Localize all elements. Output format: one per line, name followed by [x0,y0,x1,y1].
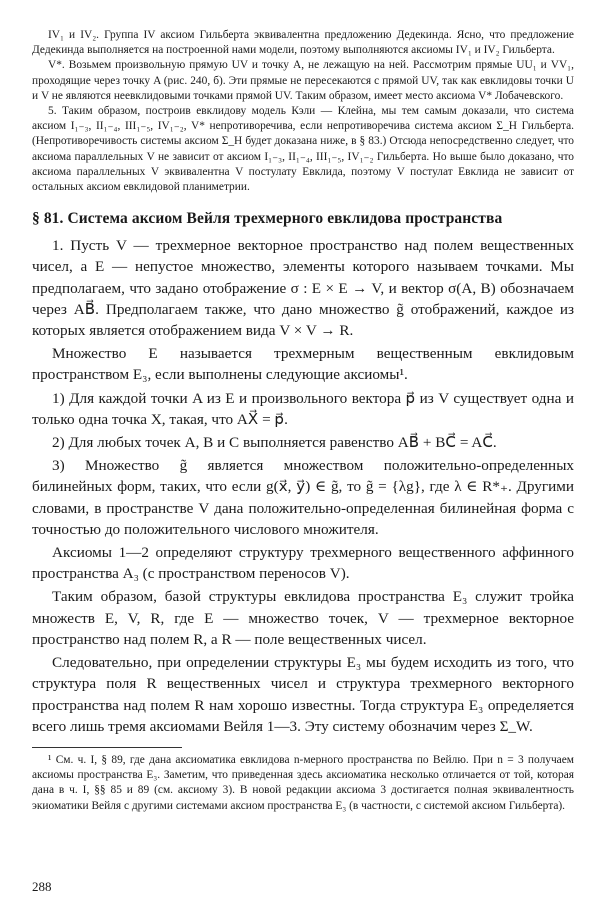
footnote-1: ¹ См. ч. I, § 89, где дана аксиоматика евклидова n-мерного пространства по Вейлю. При n = 3 получаем аксиомы пространства E₃. Заметим, что приведенная здесь аксиоматика несколько отличается от той, которая дана в ч. I, §§ 85 и 89 (см. аксиому 3). В новой редакции аксиома 3 достигается полная эквивалентность экиоматики Вейля с другими системами аксиом пространства E₃ (в частности, с системой аксиом Гильберта). [32,753,574,812]
footnote-block [32,747,574,814]
paragraph-v-star: V*. Возьмем произвольную прямую UV и точку A, не лежащую на ней. Рассмотрим прямые UU₁ и VV₁, проходящие через точку A (рис. 240, б). Эти прямые не пересекаются с прямой UV, так как евклидовы точки U и V не являются неевклидовыми точками прямой UV. Таким образом, имеет место аксиома V* Лобачевского. [32,59,574,102]
axiom-3: 3) Множество g̃ является множеством положительно-определенных билинейных форм, таких, что если g(x⃗, y⃗) ∈ g̃, то g̃ = {λg}, где λ ∈ R*₊. Другими словами, в пространстве V дана положительно-определенная билинейная форма с точностью до положительного числового множителя. [32,457,574,538]
axiom-2: 2) Для любых точек A, B и C выполняется равенство AB⃗ + BC⃗ = AC⃗. [52,434,497,452]
section-heading: § 81. Система аксиом Вейля трехмерного евклидова пространства [32,210,503,228]
paragraph-affine: Аксиомы 1—2 определяют структуру трехмерного вещественного аффинного пространства A₃ (с пространством переносов V). [32,544,574,583]
axiom-1: 1) Для каждой точки A из E и произвольного вектора p⃗ из V существует одна и только одна точка X, такая, что AX⃗ = p⃗. [32,389,574,428]
main-text-block [32,235,574,737]
paragraph-1: 1. Пусть V — трехмерное векторное пространство над полем вещественных чисел, а E — непустое множество, элементы которого называем точками. Мы предполагаем, что задано отображение σ : E × E → V, и вектор σ(A, B) обозначаем через AB⃗. Предполагаем также, что дано множество g̃ отображений, каждое из которых является отображением вида V × V → R. [32,237,574,340]
paragraph-definition: Множество E называется трехмерным вещественным евклидовым пространством E₃, если выполнены следующие аксиомы¹. [32,345,574,384]
paragraph-iv: IV₁ и IV₂. Группа IV аксиом Гильберта эквивалентна предложению Дедекинда. Ясно, что предложение Дедекинда выполняется на построенной нами модели, поэтому выполняются аксиомы IV₁ и IV₂ Гильберта. [32,29,574,57]
paragraph-5: 5. Таким образом, построив евклидову модель Кэли — Клейна, мы тем самым доказали, что система аксиом I₁₋₃, II₁₋₄, III₁₋₅, IV₁₋₂, V* непротиворечива, если непротиворечива система аксиом Σ_H Гильберта. (Непротиворечивость системы аксиом Σ_H будет доказана ниже, в § 83.) Отсюда непосредственно следует, что аксиома параллельных V не зависит от аксиом I₁₋₃, II₁₋₄, III₁₋₅, IV₁₋₂ Гильберта. Но выше было доказано, что аксиома параллельных V эквивалентна V постулату Евклида, поэтому V постулат Евклида не зависит от остальных аксиом евклидовой планиметрии. [32,105,574,194]
top-text-block [32,28,574,195]
page-number: 288 [32,879,52,894]
paragraph-conclusion: Следовательно, при определении структуры E₃ мы будем исходить из того, что структура поля R вещественных чисел и структура трехмерного векторного пространства над полем R нам хорошо известны. Тогда структура E₃ определяется всего лишь тремя аксиомами Вейля 1—3. Эту систему обозначим через Σ_W. [32,654,574,735]
paragraph-base: Таким образом, базой структуры евклидова пространства E₃ служит тройка множеств E, V, R, где E — множество точек, V — трехмерное векторное пространство над полем R, а R — поле вещественных чисел. [32,588,574,648]
